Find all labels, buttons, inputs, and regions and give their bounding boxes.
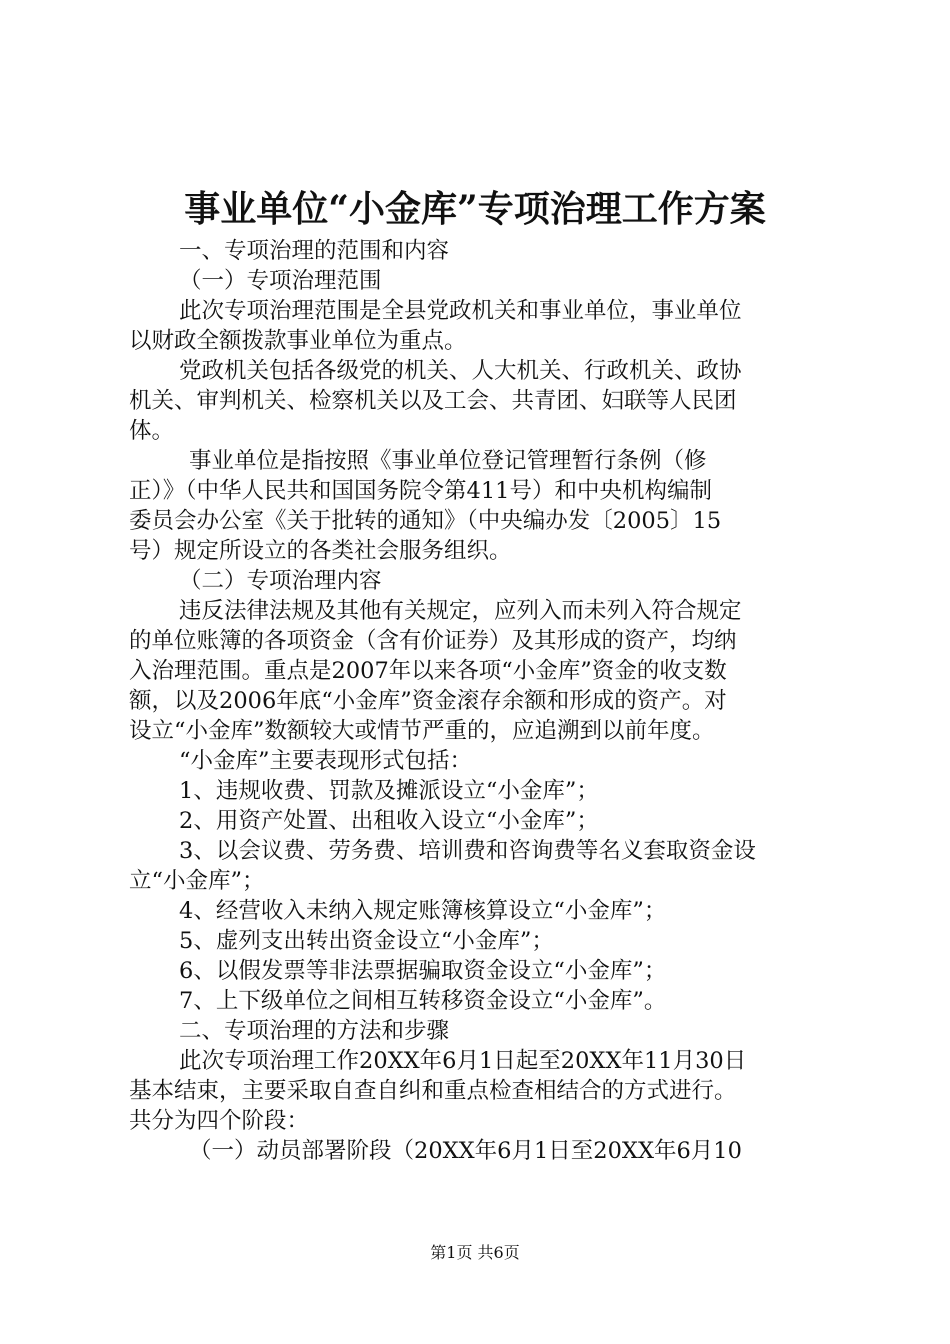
paragraph-line: 党政机关包括各级党的机关、人大机关、行政机关、政协 bbox=[179, 358, 742, 384]
subsection-heading: （二）专项治理内容 bbox=[179, 568, 382, 594]
paragraph-line: 基本结束，主要采取自查自纠和重点检查相结合的方式进行。 bbox=[129, 1078, 737, 1104]
paragraph-line: 违反法律法规及其他有关规定，应列入而未列入符合规定 bbox=[179, 598, 742, 624]
paragraph-line: “小金库”主要表现形式包括： bbox=[179, 748, 473, 774]
list-item-continuation: 立“小金库”； bbox=[129, 868, 265, 894]
paragraph-line: 以财政全额拨款事业单位为重点。 bbox=[129, 328, 467, 354]
paragraph-line: 共分为四个阶段： bbox=[129, 1108, 310, 1134]
list-item: 7、上下级单位之间相互转移资金设立“小金库”。 bbox=[179, 988, 667, 1014]
list-item: 2、用资产处置、出租收入设立“小金库”； bbox=[179, 808, 599, 834]
paragraph-line: 额，以及2006年底“小金库”资金滚存余额和形成的资产。对 bbox=[129, 688, 727, 714]
paragraph-line: 事业单位是指按照《事业单位登记管理暂行条例（修 bbox=[189, 448, 707, 474]
paragraph-line: 机关、审判机关、检察机关以及工会、共青团、妇联等人民团 bbox=[129, 388, 737, 414]
document-body bbox=[129, 236, 833, 1166]
section-heading: 二、专项治理的方法和步骤 bbox=[179, 1018, 450, 1044]
paragraph-line: 正）》（中华人民共和国国务院令第411号）和中央机构编制 bbox=[129, 478, 712, 504]
subsection-heading: （一）动员部署阶段（20XX年6月1日至20XX年6月10 bbox=[189, 1138, 742, 1164]
list-item: 6、以假发票等非法票据骗取资金设立“小金库”； bbox=[179, 958, 667, 984]
paragraph-line: 委员会办公室《关于批转的通知》（中央编办发〔2005〕15 bbox=[129, 508, 722, 534]
paragraph-line: 设立“小金库”数额较大或情节严重的，应追溯到以前年度。 bbox=[129, 718, 715, 744]
paragraph-line: 此次专项治理范围是全县党政机关和事业单位，事业单位 bbox=[179, 298, 742, 324]
paragraph-line: 号）规定所设立的各类社会服务组织。 bbox=[129, 538, 512, 564]
document-title: 事业单位“小金库”专项治理工作方案 bbox=[184, 188, 766, 230]
subsection-heading: （一）专项治理范围 bbox=[179, 268, 382, 294]
list-item: 1、违规收费、罚款及摊派设立“小金库”； bbox=[179, 778, 599, 804]
list-item: 3、以会议费、劳务费、培训费和咨询费等名义套取资金设 bbox=[179, 838, 756, 864]
paragraph-line: 此次专项治理工作20XX年6月1日起至20XX年11月30日 bbox=[179, 1048, 747, 1074]
paragraph-line: 的单位账簿的各项资金（含有价证券）及其形成的资产，均纳 bbox=[129, 628, 737, 654]
list-item: 4、经营收入未纳入规定账簿核算设立“小金库”； bbox=[179, 898, 667, 924]
list-item: 5、虚列支出转出资金设立“小金库”； bbox=[179, 928, 554, 954]
section-heading: 一、专项治理的范围和内容 bbox=[179, 238, 450, 264]
paragraph-line: 入治理范围。重点是2007年以来各项“小金库”资金的收支数 bbox=[129, 658, 727, 684]
paragraph-line: 体。 bbox=[129, 418, 175, 444]
page-footer: 第1页 共6页 bbox=[430, 1243, 520, 1262]
